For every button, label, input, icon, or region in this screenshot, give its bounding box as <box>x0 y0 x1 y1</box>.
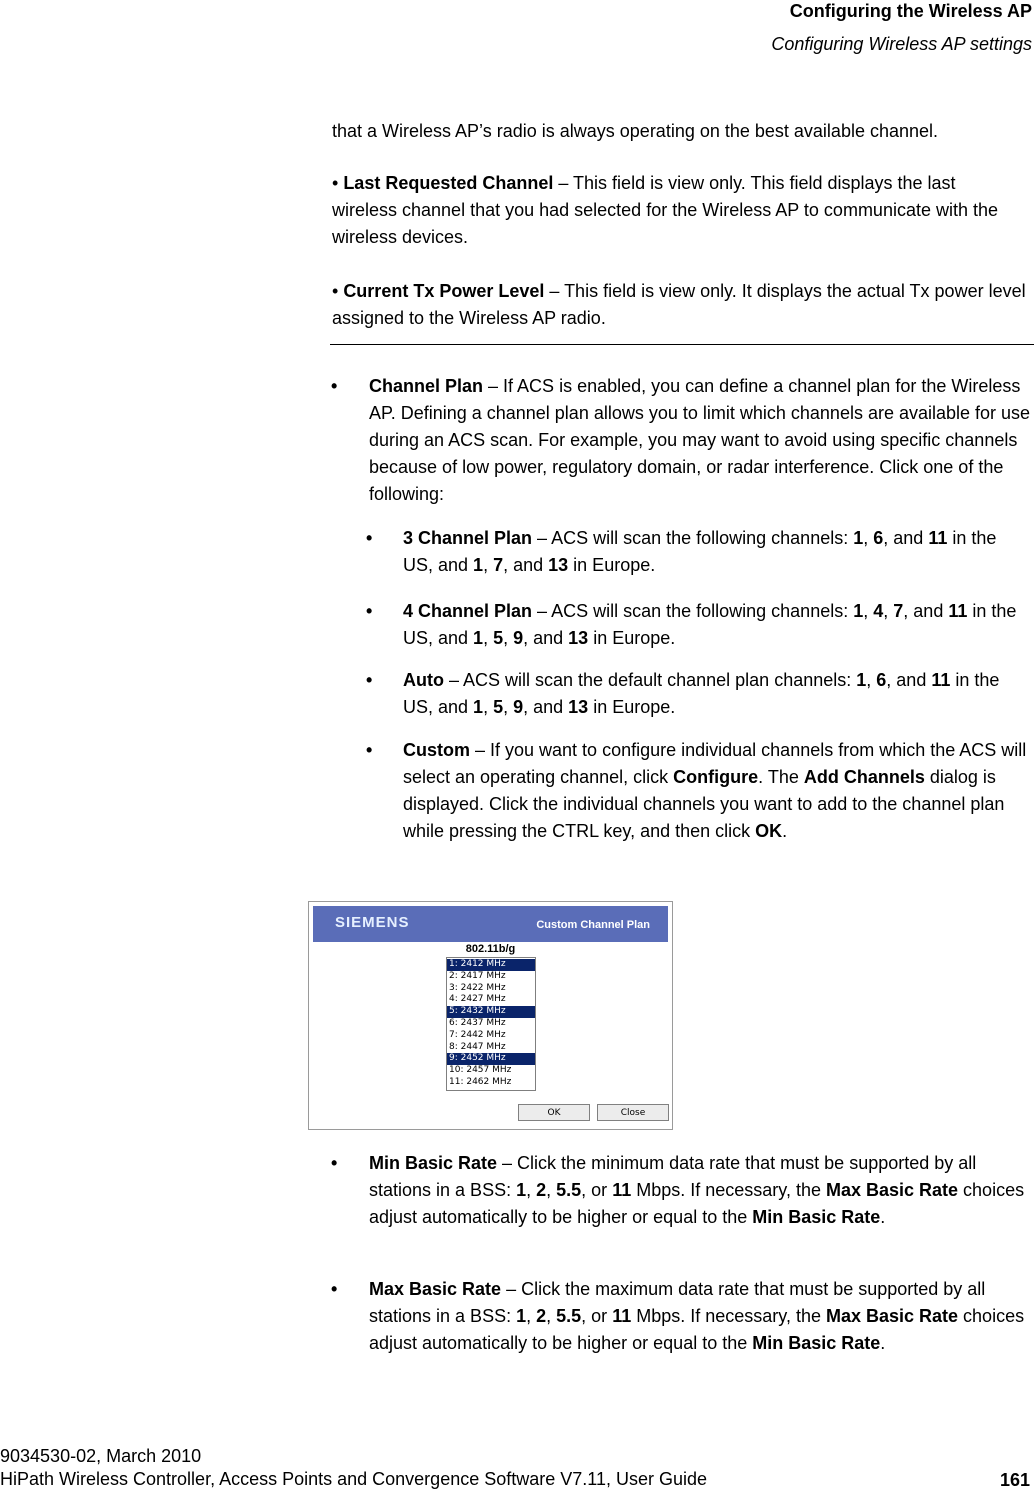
text-span: in Europe. <box>588 628 676 648</box>
text-span: choices adjust automatically to be higher or equal to the <box>369 1180 1025 1227</box>
min-basic-rate-term: Min Basic Rate <box>369 1153 498 1173</box>
rate-value: 11 <box>612 1306 632 1326</box>
channel-option[interactable]: 2: 2417 MHz <box>449 970 506 981</box>
channel-option[interactable]: 1: 2412 MHz <box>447 959 535 971</box>
bullet-dot: • <box>331 1153 338 1173</box>
min-basic-rate-bullet <box>331 1150 1031 1231</box>
text-span: in Europe. <box>568 555 656 575</box>
text-span: . <box>880 1207 886 1227</box>
page-number: 161 <box>999 1470 1030 1490</box>
channel-option[interactable]: 7: 2442 MHz <box>449 1029 506 1040</box>
rate-value: 2 <box>536 1180 547 1200</box>
text-span: – ACS will scan the default channel plan channels: <box>443 670 857 690</box>
channel-number: 13 <box>568 697 589 717</box>
last-requested-channel-paragraph: • Last Requested Channel – This field is view only. This field displays the last wireless channel that you had selected for the Wireless AP to communicate with the wireless devices. <box>332 173 999 247</box>
max-basic-rate-ref: Max Basic Rate <box>825 1180 959 1200</box>
current-tx-power-paragraph: • Current Tx Power Level – This field is view only. It displays the actual Tx power level assigned to the Wireless AP radio. <box>332 281 1026 328</box>
channel-plan-bullet <box>331 373 1031 508</box>
text-span: , <box>546 1180 557 1200</box>
ok-term: OK <box>755 821 783 841</box>
text-span: – Click the maximum data rate that must be supported by all stations in a BSS: <box>369 1279 986 1326</box>
text-span: , <box>863 601 874 621</box>
bullet-dot: • <box>366 670 373 690</box>
channel-number: 7 <box>493 555 504 575</box>
radio-standard-label: 802.11b/g <box>465 943 516 955</box>
channel-number: 4 <box>873 601 884 621</box>
footer-doc-number: 9034530-02, March 2010 <box>0 1446 202 1466</box>
custom-channel-plan-screenshot <box>308 901 673 1130</box>
bullet-dot: • <box>366 601 373 621</box>
channel-option[interactable]: 6: 2437 MHz <box>449 1017 506 1028</box>
auto-channel-plan-bullet <box>366 667 1031 721</box>
dialog-title: Custom Channel Plan <box>536 919 650 931</box>
text-span: in the US, and <box>403 528 997 575</box>
channel-number: 13 <box>548 555 569 575</box>
rate-value: 5.5 <box>556 1180 582 1200</box>
text-span: Mbps. If necessary, the <box>631 1306 826 1326</box>
channel-number: 7 <box>893 601 904 621</box>
channel-number: 5 <box>493 628 504 648</box>
channel-number: 11 <box>931 670 951 690</box>
text-span: , <box>483 697 494 717</box>
channel-option[interactable]: 9: 2452 MHz <box>447 1053 535 1065</box>
channel-number: 1 <box>473 697 484 717</box>
text-span: in the US, and <box>403 601 1017 648</box>
text-span: – ACS will scan the following channels: <box>532 601 854 621</box>
text-span: , or <box>581 1180 613 1200</box>
channel-number: 1 <box>853 601 864 621</box>
text-span: , <box>866 670 877 690</box>
channel-option[interactable]: 8: 2447 MHz <box>449 1041 506 1052</box>
three-channel-plan-term: 3 Channel Plan <box>403 528 533 548</box>
channel-number: 1 <box>853 528 864 548</box>
channel-number: 5 <box>493 697 504 717</box>
channel-listbox[interactable] <box>446 957 536 1091</box>
text-span: – If you want to configure individual channels from which the ACS will select an operating channel, click <box>403 740 1027 787</box>
text-span: , and <box>503 555 549 575</box>
text-span: , and <box>886 670 932 690</box>
text-span: , or <box>581 1306 613 1326</box>
text-span: . <box>880 1333 886 1353</box>
channel-option[interactable]: 5: 2432 MHz <box>447 1006 535 1018</box>
last-requested-channel-term: Last Requested Channel <box>343 173 554 193</box>
siemens-logo: SIEMENS <box>335 914 410 931</box>
ok-button[interactable]: OK <box>518 1104 590 1121</box>
channel-number: 6 <box>873 528 884 548</box>
three-channel-plan-bullet <box>366 525 1031 579</box>
text-span: , <box>483 628 494 648</box>
rate-value: 5.5 <box>556 1306 582 1326</box>
text-span: , and <box>883 528 929 548</box>
text-span: , <box>526 1306 537 1326</box>
rate-value: 11 <box>612 1180 632 1200</box>
auto-term: Auto <box>403 670 444 690</box>
max-basic-rate-ref: Max Basic Rate <box>825 1306 959 1326</box>
dialog-title-bar <box>313 906 668 942</box>
rate-value: 2 <box>536 1306 547 1326</box>
text-span: choices adjust automatically to be higher or equal to the <box>369 1306 1025 1353</box>
text-span: , <box>883 601 894 621</box>
current-tx-power-term: Current Tx Power Level <box>343 281 545 301</box>
min-basic-rate-ref: Min Basic Rate <box>752 1333 881 1353</box>
four-channel-plan-bullet <box>366 598 1031 652</box>
channel-number: 11 <box>928 528 948 548</box>
channel-number: 1 <box>473 628 484 648</box>
channel-number: 1 <box>473 555 484 575</box>
running-header-title: Configuring the Wireless AP <box>789 1 1032 21</box>
text-span: , and <box>523 628 569 648</box>
text-span: in Europe. <box>588 697 676 717</box>
channel-option[interactable]: 3: 2422 MHz <box>449 982 506 993</box>
add-channels-term: Add Channels <box>803 767 925 787</box>
text-span: – Click the minimum data rate that must be supported by all stations in a BSS: <box>369 1153 977 1200</box>
text-span: , <box>526 1180 537 1200</box>
text-span: , <box>483 555 494 575</box>
channel-number: 13 <box>568 628 589 648</box>
text-span: , <box>503 628 514 648</box>
section-divider <box>330 344 1034 345</box>
intro-line: that a Wireless AP’s radio is always operating on the best available channel. <box>332 121 939 141</box>
custom-channel-plan-bullet <box>366 737 1031 845</box>
bullet-dot: • <box>366 528 373 548</box>
channel-number: 9 <box>513 697 524 717</box>
custom-term: Custom <box>403 740 470 760</box>
max-basic-rate-term: Max Basic Rate <box>369 1279 502 1299</box>
rate-value: 1 <box>516 1306 527 1326</box>
text-span: . <box>782 821 788 841</box>
channel-number: 11 <box>948 601 968 621</box>
text-span: . The <box>758 767 804 787</box>
bullet-dot: • <box>331 1279 338 1299</box>
current-tx-power-desc: – This field is view only. It displays the actual Tx power level assigned to the Wireless AP radio. <box>332 281 1026 328</box>
channel-plan-desc: – If ACS is enabled, you can define a channel plan for the Wireless AP. Defining a channel plan allows you to limit which channels are available for use during an ACS scan. For example, you may want to avoid using specific channels because of low power, regulatory domain, or radar interference. Click one of the following: <box>369 376 1031 504</box>
channel-option[interactable]: 10: 2457 MHz <box>449 1065 512 1076</box>
text-span: dialog is displayed. Click the individual channels you want to add to the channel plan while pressing the CTRL key, and then click <box>403 767 1005 841</box>
channel-option[interactable]: 4: 2427 MHz <box>449 994 506 1005</box>
rate-value: 1 <box>516 1180 527 1200</box>
text-span: in the US, and <box>403 670 1000 717</box>
text-span: , <box>546 1306 557 1326</box>
close-button[interactable]: Close <box>597 1104 669 1121</box>
configure-term: Configure <box>673 767 759 787</box>
channel-number: 1 <box>856 670 867 690</box>
channel-number: 9 <box>513 628 524 648</box>
running-header-subtitle: Configuring Wireless AP settings <box>771 34 1032 54</box>
min-basic-rate-ref: Min Basic Rate <box>752 1207 881 1227</box>
bullet-dot: • <box>366 740 373 760</box>
text-span: , and <box>903 601 949 621</box>
max-basic-rate-bullet <box>331 1276 1031 1357</box>
channel-option[interactable]: 11: 2462 MHz <box>449 1076 512 1087</box>
text-span: Mbps. If necessary, the <box>631 1180 826 1200</box>
four-channel-plan-term: 4 Channel Plan <box>403 601 533 621</box>
channel-number: 6 <box>876 670 887 690</box>
text-span: , <box>863 528 874 548</box>
text-span: , and <box>523 697 569 717</box>
text-span: , <box>503 697 514 717</box>
bullet-dot: • <box>331 376 338 396</box>
channel-plan-term: Channel Plan <box>369 376 484 396</box>
last-requested-channel-desc: – This field is view only. This field displays the last wireless channel that you had selected for the Wireless AP to communicate with the wireless devices. <box>332 173 999 247</box>
text-span: – ACS will scan the following channels: <box>532 528 854 548</box>
footer-guide-title: HiPath Wireless Controller, Access Points and Convergence Software V7.11, User Guide <box>0 1469 708 1489</box>
